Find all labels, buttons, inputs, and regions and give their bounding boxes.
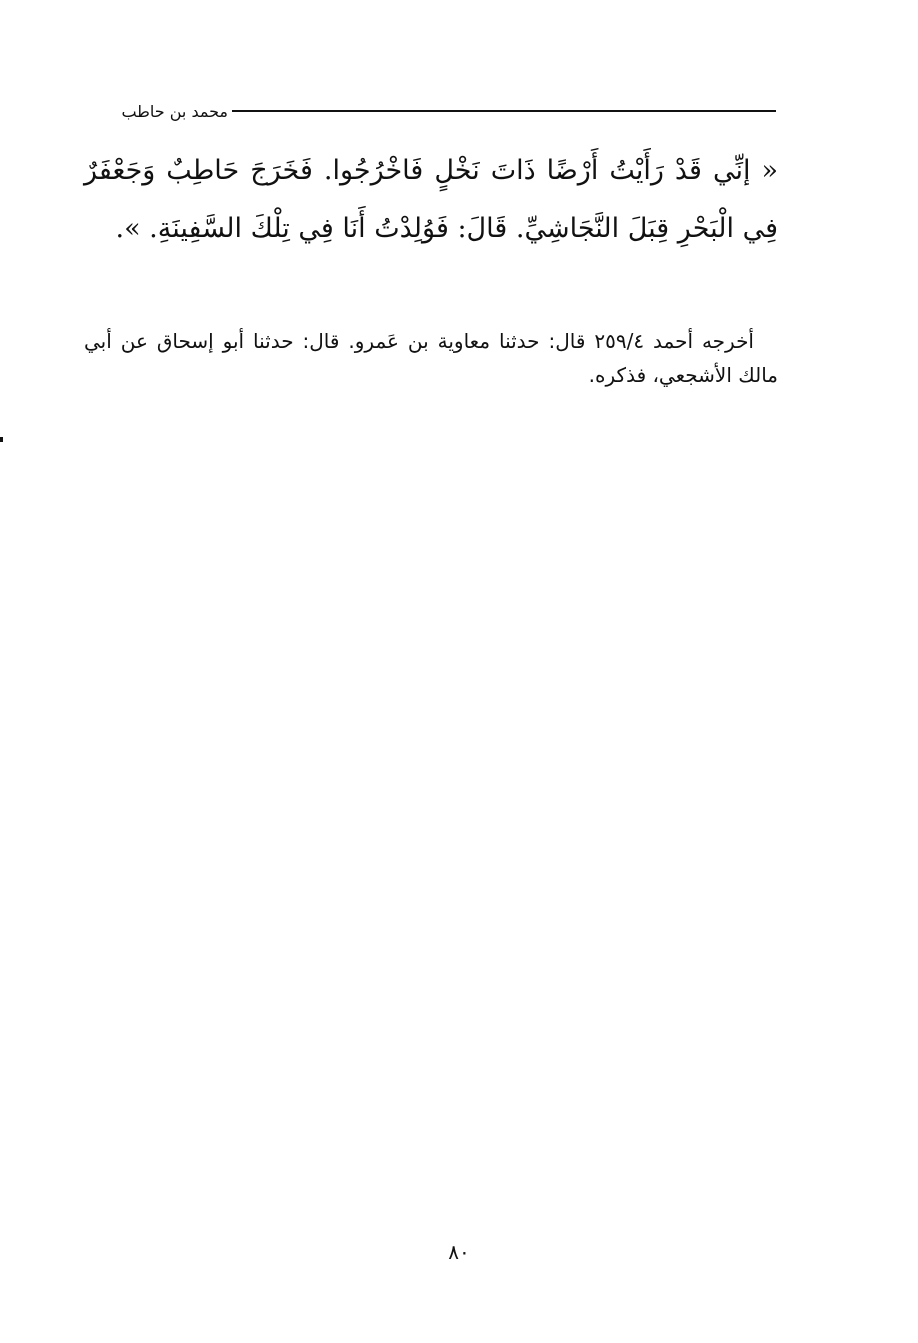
header-title: محمد بن حاطب <box>121 102 228 121</box>
hadith-text: « إنِّي قَدْ رَأَيْتُ أَرْضًا ذَاتَ نَخْلٍ فَاخْرُجُوا. فَخَرَجَ حَاطِبٌ وَجَعْفَرٌ فِي الْبَحْرِ قِبَلَ النَّجَاشِيِّ. قَالَ: فَوُلِدْتُ أَنَا فِي تِلْكَ السَّفِينَةِ. ». <box>84 155 778 244</box>
scan-mark <box>0 437 3 442</box>
running-header <box>90 100 776 130</box>
page-number: ٨٠ <box>448 1240 470 1264</box>
header-rule <box>232 110 776 112</box>
citation-note: أخرجه أحمد ٢٥٩/٤ قال: حدثنا معاوية بن عَمرو. قال: حدثنا أبو إسحاق عن أبي مالك الأشجعي، فذكره. <box>84 329 778 387</box>
